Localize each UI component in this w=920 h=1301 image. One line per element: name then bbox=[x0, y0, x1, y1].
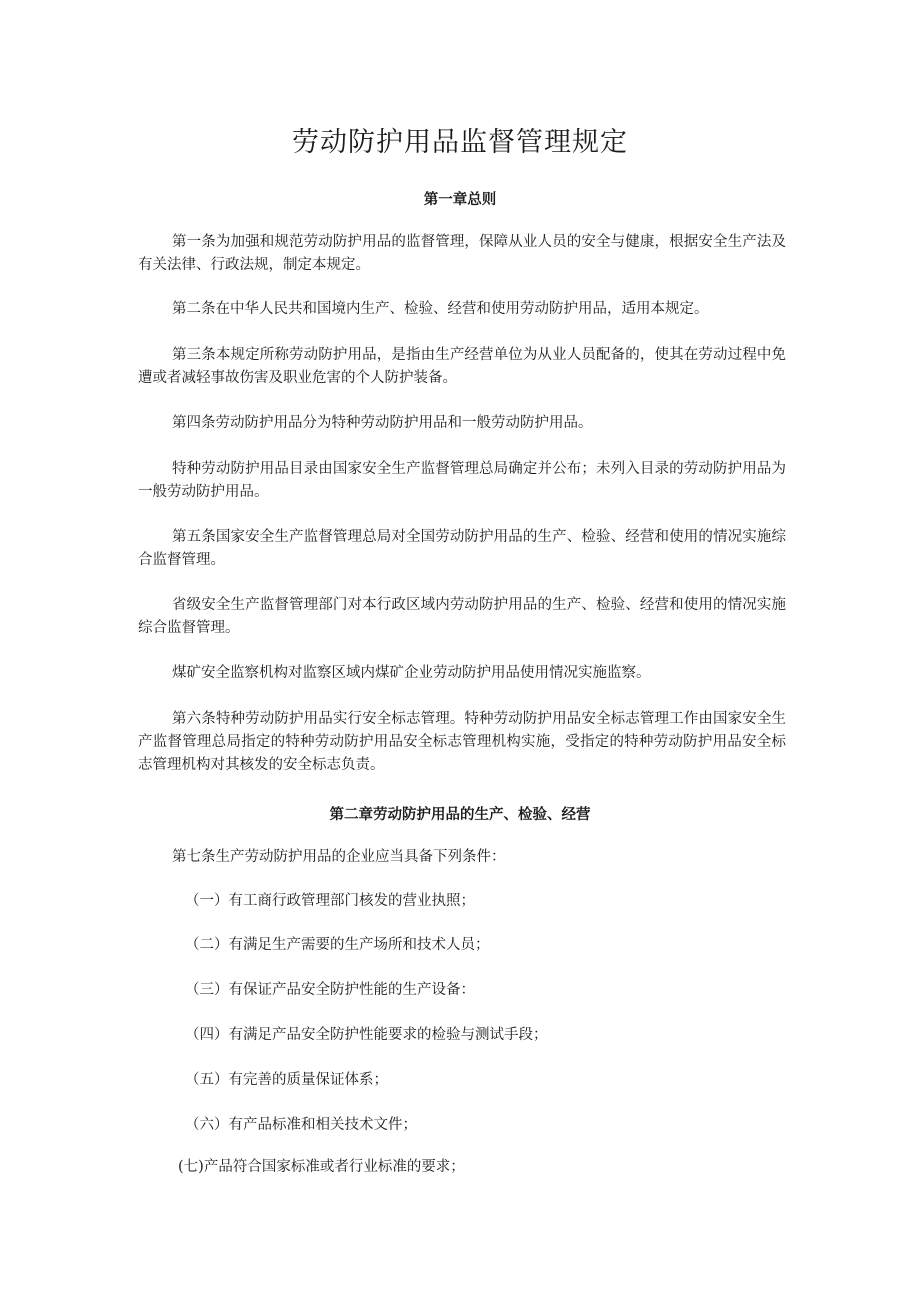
article-6: 第六条特种劳动防护用品实行安全标志管理。特种劳动防护用品安全标志管理工作由国家安全生产监督管理总局指定的特种劳动防护用品安全标志管理机构实施，受指定的特种劳动防护用品安全标志管理机构对其核发的安全标志负责。 bbox=[138, 711, 786, 773]
page-title: 劳动防护用品监督管理规定 bbox=[292, 127, 628, 158]
condition-item-4: （四）有满足产品安全防护性能要求的检验与测试手段； bbox=[185, 1027, 548, 1043]
condition-item-5: （五）有完善的质量保证体系； bbox=[185, 1072, 388, 1088]
article-5-clause-2: 省级安全生产监督管理部门对本行政区域内劳动防护用品的生产、检验、经营和使用的情况实施综合监督管理。 bbox=[138, 597, 786, 636]
chapter-2-heading: 第二章劳动防护用品的生产、检验、经营 bbox=[329, 806, 591, 823]
article-3: 第三条本规定所称劳动防护用品，是指由生产经营单位为从业人员配备的，使其在劳动过程中免遭或者减轻事故伤害及职业危害的个人防护装备。 bbox=[138, 347, 786, 386]
article-7: 第七条生产劳动防护用品的企业应当具备下列条件： bbox=[172, 849, 506, 865]
article-5: 第五条国家安全生产监督管理总局对全国劳动防护用品的生产、检验、经营和使用的情况实施综合监督管理。 bbox=[138, 529, 786, 568]
chapter-1-heading: 第一章总则 bbox=[423, 191, 497, 208]
condition-item-6: （六）有产品标准和相关技术文件； bbox=[185, 1117, 417, 1133]
condition-item-2: （二）有满足生产需要的生产场所和技术人员； bbox=[185, 937, 490, 953]
condition-item-3: （三）有保证产品安全防护性能的生产设备： bbox=[185, 982, 475, 998]
article-2: 第二条在中华人民共和国境内生产、检验、经营和使用劳动防护用品，适用本规定。 bbox=[172, 301, 709, 317]
article-5-clause-3: 煤矿安全监察机构对监察区域内煤矿企业劳动防护用品使用情况实施监察。 bbox=[172, 665, 651, 681]
article-4-clause-2: 特种劳动防护用品目录由国家安全生产监督管理总局确定并公布；未列入目录的劳动防护用品为一般劳动防护用品。 bbox=[138, 461, 786, 500]
condition-item-1: （一）有工商行政管理部门核发的营业执照； bbox=[185, 893, 475, 909]
condition-item-7: (七)产品符合国家标准或者行业标准的要求； bbox=[178, 1159, 465, 1175]
article-4: 第四条劳动防护用品分为特种劳动防护用品和一般劳动防护用品。 bbox=[172, 415, 593, 431]
article-1: 第一条为加强和规范劳动防护用品的监督管理，保障从业人员的安全与健康，根据安全生产法及有关法律、行政法规，制定本规定。 bbox=[138, 234, 786, 273]
